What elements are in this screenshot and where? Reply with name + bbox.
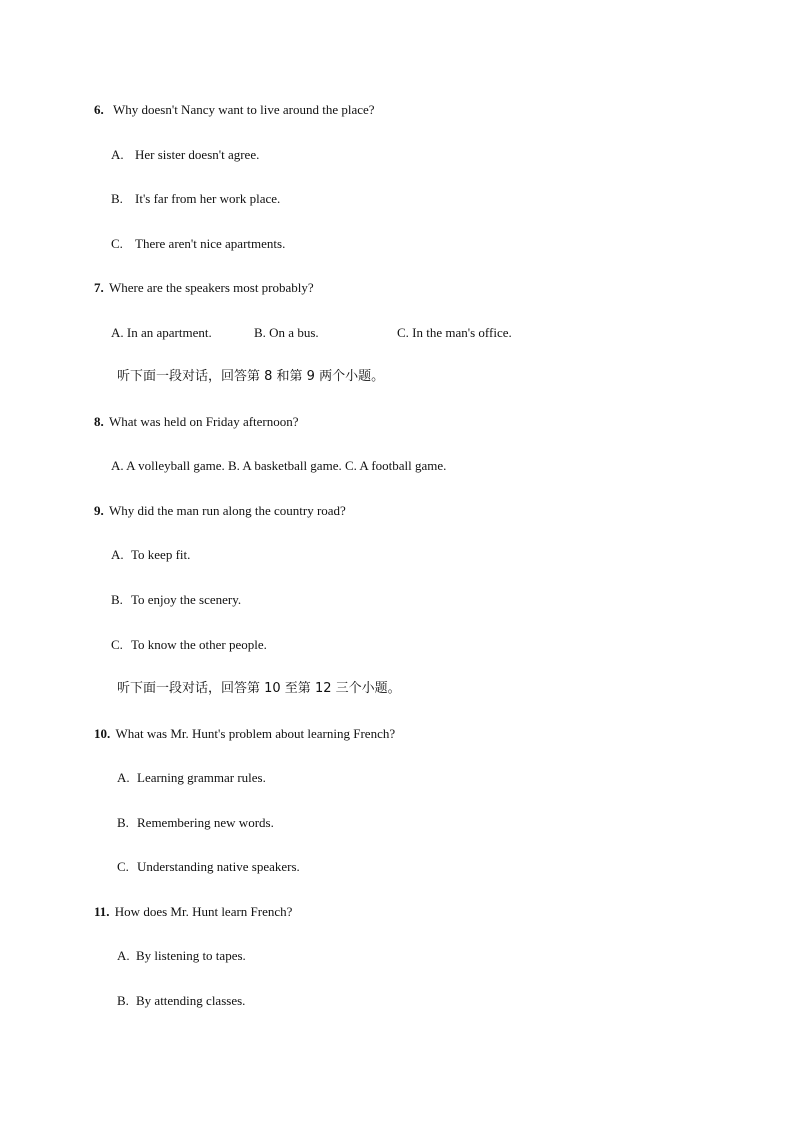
section-instruction: 听下面一段对话，回答第 10 至第 12 三个小题。 <box>117 681 401 696</box>
question-number: 7. <box>94 280 104 295</box>
option-text: By attending classes. <box>136 993 246 1008</box>
question-10-option-a <box>117 770 266 786</box>
option-letter: A. <box>111 547 124 562</box>
question-number: 6. <box>94 102 104 117</box>
question-text: What was held on Friday afternoon? <box>109 414 299 429</box>
option-text: On a bus. <box>269 325 319 340</box>
option-text: It's far from her work place. <box>135 191 281 206</box>
question-8-options: A. A volleyball game. B. A basketball game. C. A football game. <box>111 458 447 473</box>
option-text: There aren't nice apartments. <box>135 236 286 251</box>
option-letter: A. <box>111 147 124 162</box>
option-text: In an apartment. <box>126 325 212 340</box>
question-text: Why doesn't Nancy want to live around the place? <box>113 102 375 117</box>
question-9-option-b <box>111 592 241 608</box>
option-letter: B. <box>111 592 123 607</box>
question-text: Where are the speakers most probably? <box>109 280 314 295</box>
option-text: To know the other people. <box>131 637 267 652</box>
option-letter: B. <box>111 191 123 206</box>
question-7-options <box>111 325 212 341</box>
question-9 <box>94 503 346 519</box>
option-letter: A. <box>117 948 130 963</box>
option-text: Remembering new words. <box>137 815 274 830</box>
option-text: By listening to tapes. <box>136 948 246 963</box>
option-letter: B. <box>254 325 266 340</box>
question-text: How does Mr. Hunt learn French? <box>114 904 293 919</box>
question-text: Why did the man run along the country road? <box>109 503 346 518</box>
question-10 <box>94 726 395 742</box>
question-7-option-b <box>254 325 319 341</box>
option-letter: B. <box>117 815 129 830</box>
question-number: 10. <box>94 726 111 741</box>
option-letter: B. <box>117 993 129 1008</box>
question-9-option-c <box>111 637 267 653</box>
question-6-option-a <box>111 147 259 163</box>
option-letter: C. <box>111 236 123 251</box>
option-text: To enjoy the scenery. <box>131 592 242 607</box>
question-number: 11. <box>94 904 110 919</box>
section-instruction: 听下面一段对话，回答第 8 和第 9 两个小题。 <box>117 369 385 384</box>
option-text: Her sister doesn't agree. <box>135 147 260 162</box>
option-text: Learning grammar rules. <box>137 770 266 785</box>
option-text: To keep fit. <box>131 547 191 562</box>
question-11-option-a <box>117 948 246 964</box>
question-number: 8. <box>94 414 104 429</box>
option-letter: A. <box>117 770 130 785</box>
question-6-option-b <box>111 191 280 207</box>
question-11-option-b <box>117 993 245 1009</box>
question-6-option-c <box>111 236 285 252</box>
question-10-option-b <box>117 815 274 831</box>
question-9-option-a <box>111 547 190 563</box>
option-letter: C. <box>111 637 123 652</box>
question-10-option-c <box>117 859 300 875</box>
question-text: What was Mr. Hunt's problem about learning French? <box>115 726 396 741</box>
option-letter: A. <box>111 325 124 340</box>
option-text: In the man's office. <box>412 325 512 340</box>
option-letter: C. <box>117 859 129 874</box>
question-number: 9. <box>94 503 104 518</box>
question-7 <box>94 280 314 296</box>
question-7-option-c <box>397 325 512 341</box>
option-a <box>111 325 212 340</box>
question-8 <box>94 414 299 430</box>
question-11 <box>94 904 292 920</box>
option-letter: C. <box>397 325 409 340</box>
option-text: Understanding native speakers. <box>137 859 300 874</box>
question-6 <box>94 102 375 118</box>
